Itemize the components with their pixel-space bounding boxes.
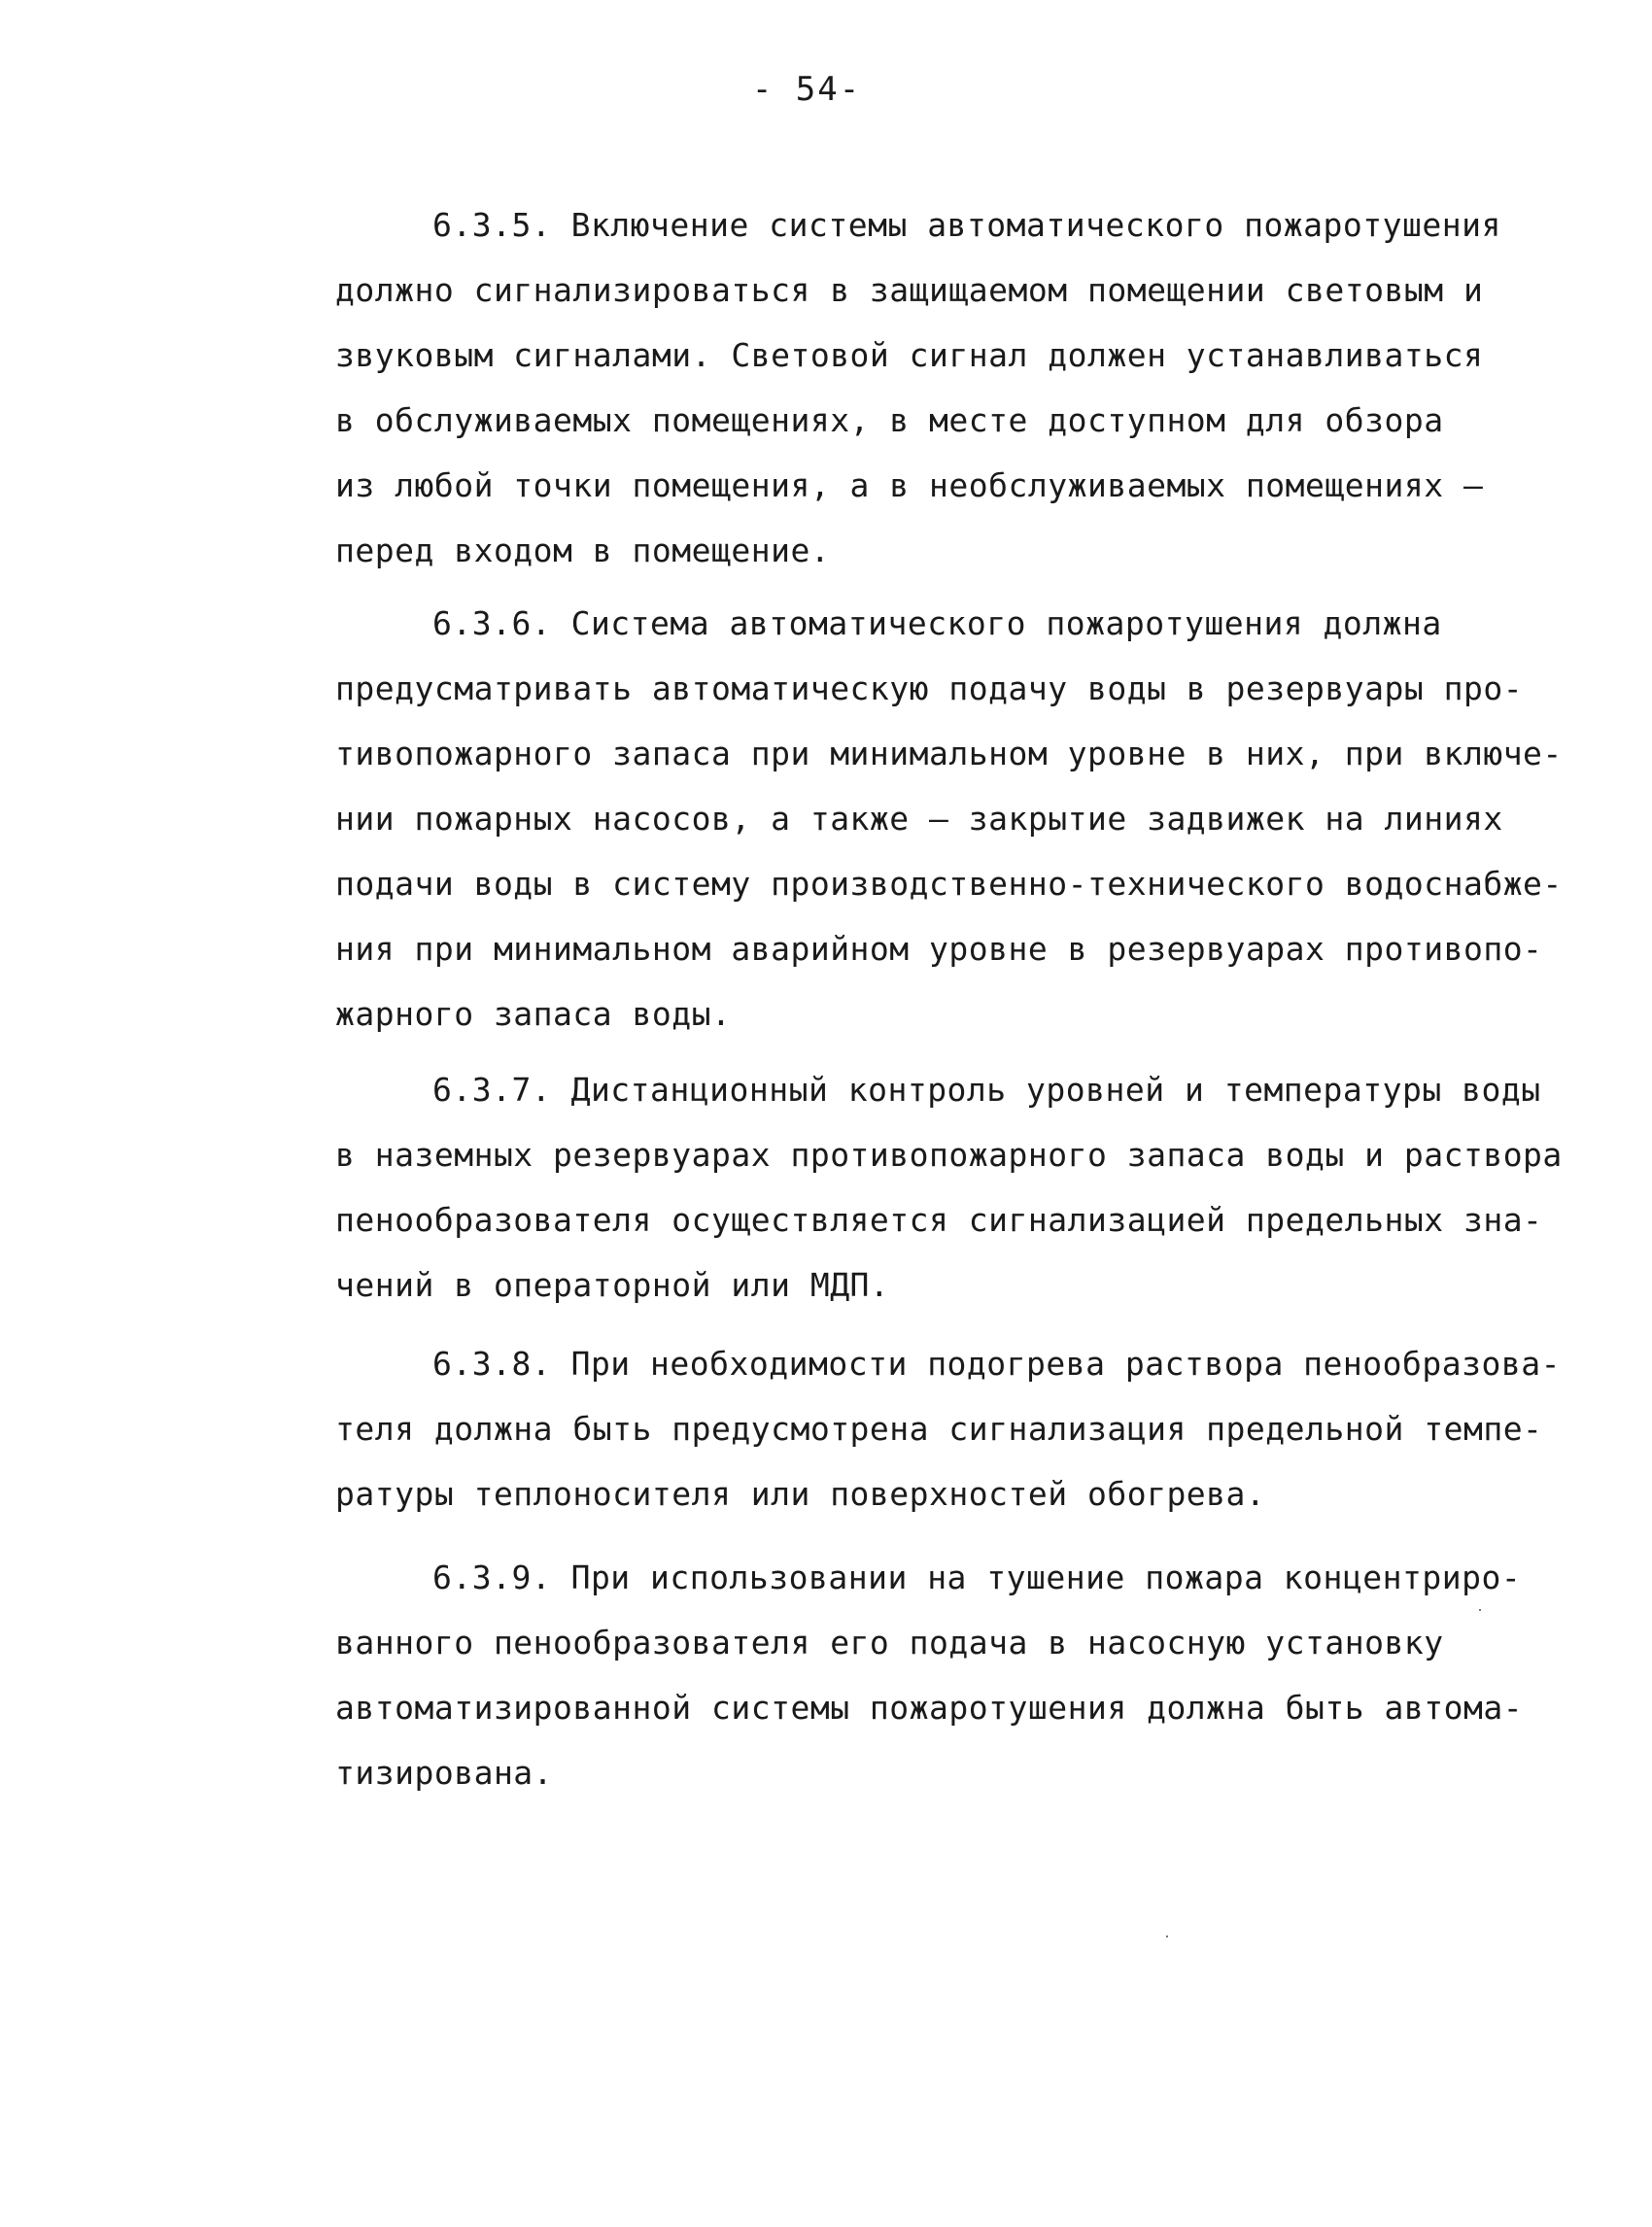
text-line: ратуры теплоносителя или поверхностей обогрева. <box>335 1475 1266 1513</box>
paragraph-6-3-8 <box>335 1331 1561 1526</box>
paragraph-6-3-9 <box>335 1545 1540 1805</box>
page-number: - 54- <box>751 70 862 109</box>
scan-speck <box>1479 1609 1481 1611</box>
text-line: из любой точки помещения, а в необслуживаемых помещениях – <box>335 466 1484 504</box>
text-line: жарного запаса воды. <box>335 995 732 1033</box>
text-line: тизирована. <box>335 1754 554 1792</box>
text-line: 6.3.7. Дистанционный контроль уровней и температуры воды <box>432 1071 1541 1109</box>
paragraph-6-3-5 <box>335 192 1540 583</box>
paragraph-6-3-7 <box>335 1057 1563 1318</box>
text-line: 6.3.5. Включение системы автоматического пожаротушения <box>432 206 1501 244</box>
text-line: пенообразователя осуществляется сигнализацией предельных зна- <box>335 1201 1543 1239</box>
scan-speck <box>1166 1936 1168 1937</box>
text-line: тивопожарного запаса при минимальном уровне в них, при включе- <box>335 735 1563 772</box>
text-line: 6.3.8. При необходимости подогрева раствора пенообразова- <box>432 1345 1561 1383</box>
text-line: нии пожарных насосов, а также – закрытие задвижек на линиях <box>335 800 1503 838</box>
text-line: чений в операторной или МДП. <box>335 1266 890 1304</box>
text-line: подачи воды в систему производственно-технического водоснабже- <box>335 865 1563 903</box>
text-line: теля должна быть предусмотрена сигнализация предельной темпе- <box>335 1410 1543 1448</box>
text-line: 6.3.9. При использовании на тушение пожара концентриро- <box>432 1559 1522 1596</box>
text-line: в обслуживаемых помещениях, в месте доступном для обзора <box>335 401 1444 439</box>
text-line: предусматривать автоматическую подачу воды в резервуары про- <box>335 669 1524 707</box>
text-line: в наземных резервуарах противопожарного запаса воды и раствора <box>335 1136 1563 1174</box>
text-line: звуковым сигналами. Световой сигнал должен устанавливаться <box>335 336 1484 374</box>
text-line: перед входом в помещение. <box>335 531 831 569</box>
text-line: ния при минимальном аварийном уровне в резервуарах противопо- <box>335 930 1543 968</box>
paragraph-6-3-6 <box>335 591 1563 1046</box>
text-line: автоматизированной системы пожаротушения должна быть автома- <box>335 1689 1524 1727</box>
text-line: ванного пенообразователя его подача в насосную установку <box>335 1624 1444 1662</box>
text-line: должно сигнализироваться в защищаемом помещении световым и <box>335 271 1484 309</box>
text-line: 6.3.6. Система автоматического пожаротушения должна <box>432 604 1442 642</box>
